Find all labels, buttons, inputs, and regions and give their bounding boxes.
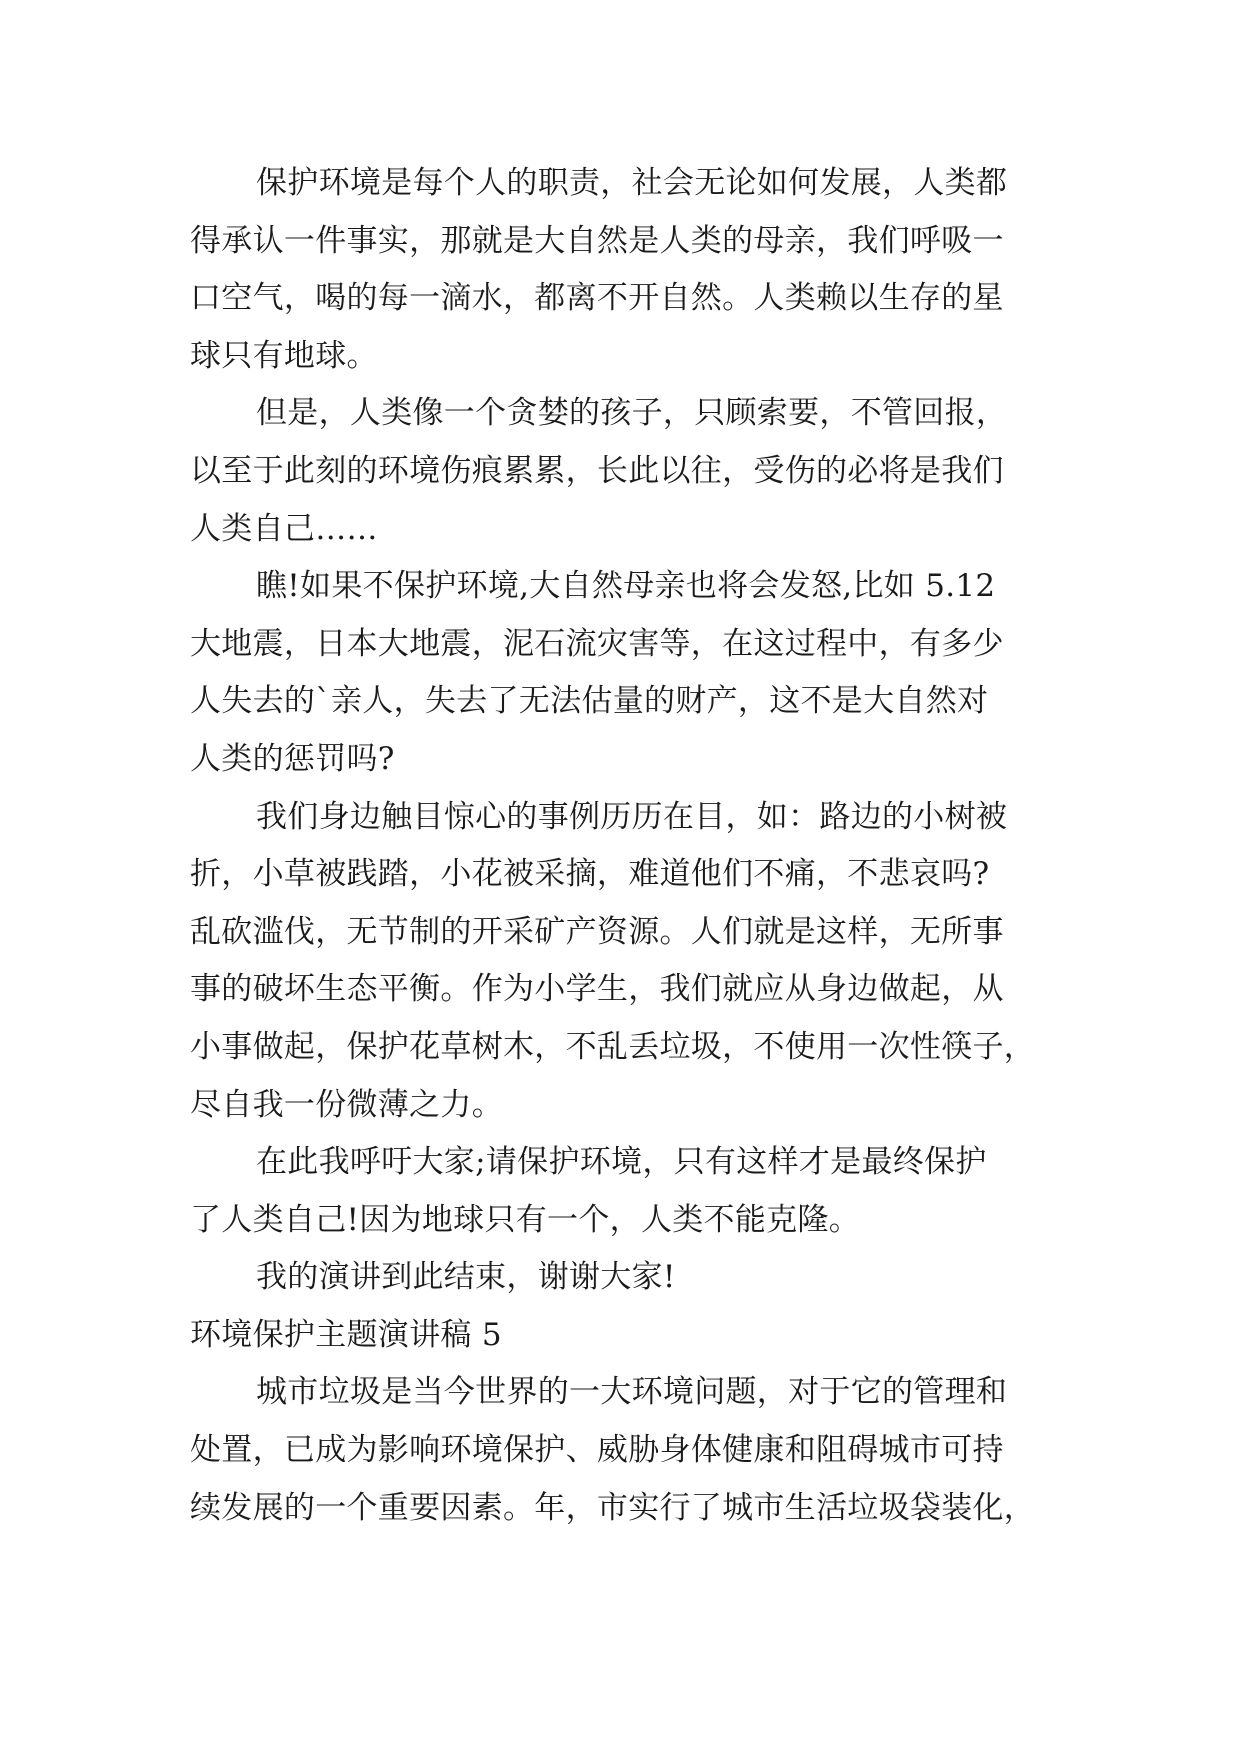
text-line: 事的破坏生态平衡。作为小学生，我们就应从身边做起，从 [190, 971, 1004, 1008]
text-line: 了人类自己!因为地球只有一个，人类不能克隆。 [190, 1201, 861, 1238]
text-line: 在此我呼吁大家;请保护环境，只有这样才是最终保护 [256, 1144, 987, 1181]
text-line: 但是，人类像一个贪婪的孩子，只顾索要，不管回报， [256, 395, 1008, 432]
text-line: 乱砍滥伐，无节制的开采矿产资源。人们就是这样，无所事 [190, 913, 1004, 950]
text-line: 人失去的`亲人，失去了无法估量的财产，这不是大自然对 [190, 683, 989, 720]
text-line: 处置，已成为影响环境保护、威胁身体健康和阻碍城市可持 [190, 1432, 1004, 1469]
text-line: 续发展的一个重要因素。年，市实行了城市生活垃圾袋装化， [190, 1489, 1036, 1526]
text-line: 人类的惩罚吗? [190, 740, 395, 777]
section-heading: 环境保护主题演讲稿 5 [190, 1316, 502, 1353]
text-line: 尽自我一份微薄之力。 [190, 1086, 503, 1123]
text-line: 以至于此刻的环境伤痕累累，长此以往，受伤的必将是我们 [190, 452, 1004, 489]
text-line: 球只有地球。 [190, 337, 378, 374]
text-line: 人类自己…… [190, 510, 378, 547]
text-line: 大地震，日本大地震，泥石流灾害等，在这过程中，有多少 [190, 625, 1004, 662]
text-line: 城市垃圾是当今世界的一大环境问题，对于它的管理和 [256, 1374, 1008, 1411]
text-line: 瞧!如果不保护环境,大自然母亲也将会发怒,比如 5.12 [256, 568, 996, 605]
text-line: 我的演讲到此结束，谢谢大家! [256, 1259, 676, 1296]
text-line: 保护环境是每个人的职责，社会无论如何发展，人类都 [256, 165, 1008, 201]
text-line: 口空气，喝的每一滴水，都离不开自然。人类赖以生存的星 [190, 280, 1004, 317]
text-line: 小事做起，保护花草树木，不乱丢垃圾，不使用一次性筷子， [190, 1028, 1036, 1065]
text-line: 折，小草被践踏，小花被采摘，难道他们不痛，不悲哀吗? [190, 856, 990, 893]
text-line: 我们身边触目惊心的事例历历在目，如：路边的小树被 [256, 798, 1008, 835]
document-body [190, 155, 1052, 1537]
text-line: 得承认一件事实，那就是大自然是人类的母亲，我们呼吸一 [190, 222, 1004, 259]
